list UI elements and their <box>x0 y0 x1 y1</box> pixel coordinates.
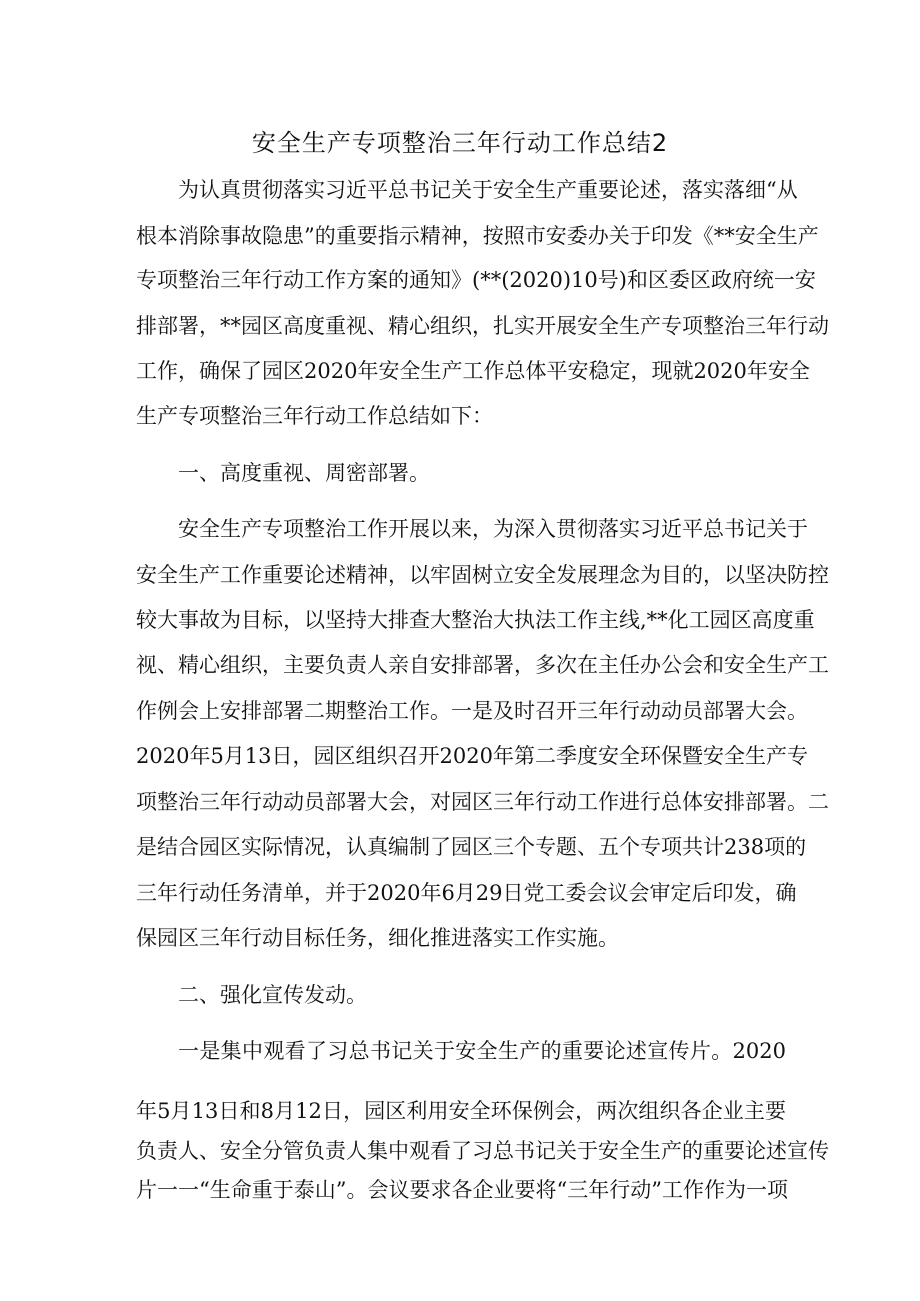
paragraph-line: 年5月13日和8月12日，园区利用安全环保例会，两次组织各企业主要 <box>136 1099 786 1123</box>
paragraph-line: 安全生产专项整治工作开展以来，为深入贯彻落实习近平总书记关于 <box>178 517 808 541</box>
paragraph-line: 作例会上安排部署二期整治工作。一是及时召开三年行动动员部署大会。 <box>136 699 808 723</box>
paragraph-line: 2020年5月13日，园区组织召开2020年第二季度安全环保暨安全生产专 <box>136 744 808 768</box>
paragraph-line: 片一一“生命重于泰山”。会议要求各企业要将“三年行动”工作作为一项 <box>136 1178 788 1202</box>
paragraph-line: 较大事故为目标，以坚持大排查大整治大执法工作主线,**化工园区高度重 <box>136 608 815 632</box>
document-title: 安全生产专项整治三年行动工作总结2 <box>251 129 669 157</box>
paragraph-line: 排部署，**园区高度重视、精心组织，扎实开展安全生产专项整治三年行动 <box>136 314 829 338</box>
paragraph-line: 专项整治三年行动工作方案的通知》(**(2020)10号)和区委区政府统一安 <box>136 268 816 292</box>
section-heading: 二、强化宣传发动。 <box>178 983 367 1007</box>
paragraph-line: 根本消除事故隐患”的重要指示精神，按照市安委办关于印发《**安全生产 <box>136 224 819 248</box>
section-heading: 一、高度重视、周密部署。 <box>178 461 430 485</box>
paragraph-line: 项整治三年行动动员部署大会，对园区三年行动工作进行总体安排部署。二 <box>136 790 829 814</box>
paragraph-line: 为认真贯彻落实习近平总书记关于安全生产重要论述，落实落细“从 <box>178 178 798 202</box>
paragraph-line: 生产专项整治三年行动工作总结如下： <box>136 404 493 428</box>
paragraph-line: 保园区三年行动目标任务，细化推进落实工作实施。 <box>136 926 619 950</box>
paragraph-line: 视、精心组织，主要负责人亲自安排部署，多次在主任办公会和安全生产工 <box>136 653 829 677</box>
paragraph-line: 负责人、安全分管负责人集中观看了习总书记关于安全生产的重要论述宣传 <box>136 1139 829 1163</box>
paragraph-line: 三年行动任务清单，并于2020年6月29日党工委会议会审定后印发，确 <box>136 881 797 905</box>
paragraph-line: 安全生产工作重要论述精神，以牢固树立安全发展理念为目的，以坚决防控 <box>136 563 829 587</box>
paragraph-line: 工作，确保了园区2020年安全生产工作总体平安稳定，现就2020年安全 <box>136 359 810 383</box>
paragraph-line: 是结合园区实际情况，认真编制了园区三个专题、五个专项共计238项的 <box>136 835 807 859</box>
paragraph-line: 一是集中观看了习总书记关于安全生产的重要论述宣传片。2020 <box>178 1039 786 1063</box>
